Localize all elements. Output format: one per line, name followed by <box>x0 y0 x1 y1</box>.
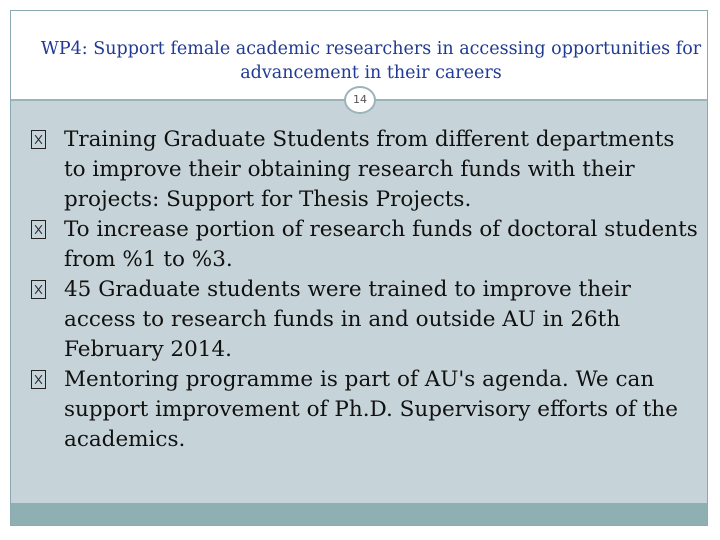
bullet-text: To increase portion of research funds of doctoral students from %1 to %3. <box>64 217 698 272</box>
slide-title: WP4: Support female academic researchers in accessing opportunities for advancement in their careers <box>40 39 702 83</box>
bullet-text: Mentoring programme is part of AU's agenda. We can support improvement of Ph.D. Supervisory efforts of the academics. <box>64 367 678 452</box>
page-number-badge <box>344 86 376 114</box>
footer-bar <box>11 503 707 525</box>
missing-glyph-box-icon <box>31 130 46 149</box>
bullet-item <box>31 125 701 215</box>
bullet-text: Training Graduate Students from different departments to improve their obtaining research funds with their projects: Support for Thesis Projects. <box>64 127 675 212</box>
slide-content <box>11 101 707 503</box>
missing-glyph-box-icon <box>31 220 46 239</box>
page-number: 14 <box>353 93 367 106</box>
bullet-item <box>31 275 701 365</box>
missing-glyph-box-icon <box>31 370 46 389</box>
bullet-item <box>31 215 701 275</box>
bullet-text: 45 Graduate students were trained to improve their access to research funds in and outside AU in 26th February 2014. <box>64 277 631 362</box>
missing-glyph-box-icon <box>31 280 46 299</box>
bullet-list <box>31 125 701 455</box>
bullet-item <box>31 365 701 455</box>
